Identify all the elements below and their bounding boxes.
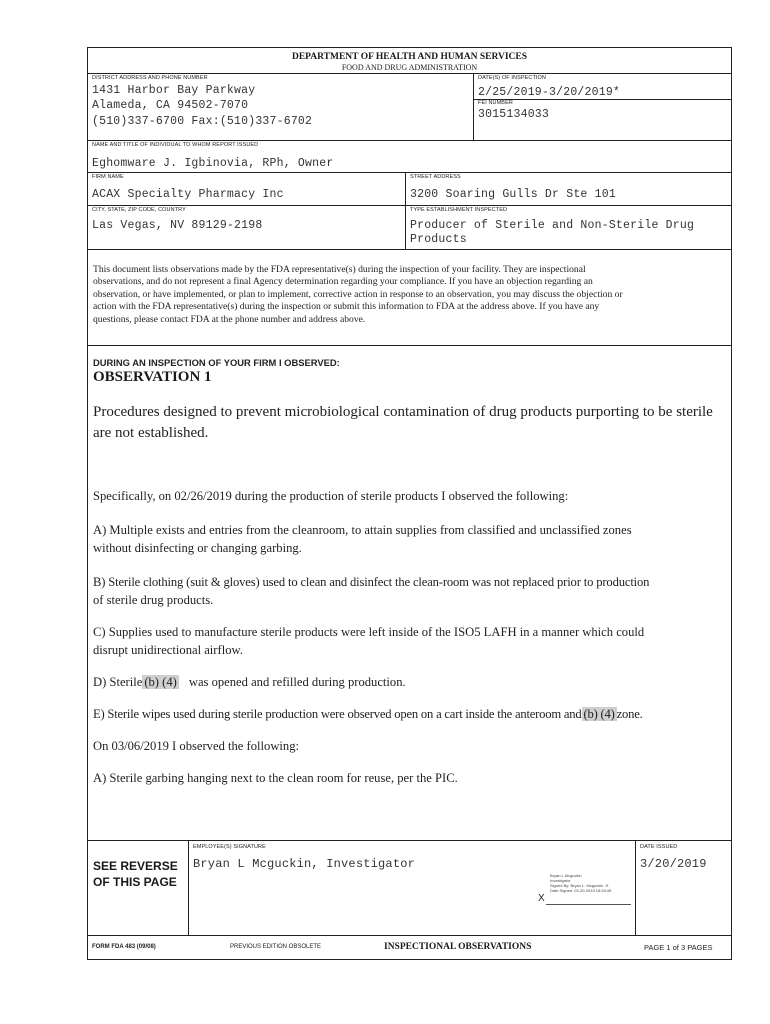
inspection-dates: 2/25/2019-3/20/2019* [478, 86, 621, 99]
disclaimer-line: observation, or have implemented, or plan to implement, corrective action in response to an observation, you may discuss the objection or [93, 288, 623, 300]
document-title: INSPECTIONAL OBSERVATIONS [384, 942, 532, 952]
summary-line: Procedures designed to prevent microbiological contamination of drug products purporting to be sterile [93, 404, 713, 420]
specifically-text: Specifically, on 02/26/2019 during the production of sterile products I observed the following: [93, 489, 569, 503]
disclaimer-line: questions, please contact FDA at the phone number and address above. [93, 313, 366, 325]
signature-date: Date Signed: 03-20-2019 15:53:45 [550, 888, 612, 893]
finding-d-prefix: D) Sterile [93, 675, 143, 689]
agency-heading: FOOD AND DRUG ADMINISTRATION [341, 63, 478, 72]
finding-line: B) Sterile clothing (suit & gloves) used to clean and disinfect the clean-room was not replaced prior to production [93, 575, 650, 589]
fei-number: 3015134033 [478, 108, 550, 121]
street-label: STREET ADDRESS [410, 174, 461, 180]
signature-x-mark: X [538, 893, 545, 904]
previous-edition: PREVIOUS EDITION OBSOLETE [230, 944, 322, 950]
disclaimer [93, 264, 725, 326]
see-reverse [93, 858, 178, 890]
finding-line: disrupt unidirectional airflow. [93, 642, 243, 657]
individual-name: Eghomware J. Igbinovia, RPh, Owner [92, 157, 334, 170]
district-label: DISTRICT ADDRESS AND PHONE NUMBER [92, 75, 208, 81]
fei-label: FEI NUMBER [478, 100, 513, 106]
district-line3: (510)337-6700 Fax:(510)337-6702 [92, 115, 313, 128]
city-label: CITY, STATE, ZIP CODE, COUNTRY [92, 207, 186, 213]
firm-street: 3200 Soaring Gulls Dr Ste 101 [410, 188, 616, 201]
establishment-type-line2: Products [410, 233, 467, 246]
redaction-box: (b) (4) [583, 707, 615, 721]
form-number: FORM FDA 483 (09/08) [92, 944, 156, 950]
employee-name: Bryan L Mcguckin, Investigator [193, 857, 416, 871]
followup-text: On 03/06/2019 I observed the following: [93, 739, 300, 753]
redaction-box: (b) (4) [144, 675, 177, 689]
signature-signed-by: Signed By: Bryan L. Mcguckin -S [550, 883, 609, 888]
firm-city: Las Vegas, NV 89129-2198 [92, 219, 263, 232]
finding-d [93, 674, 406, 692]
department-heading: DEPARTMENT OF HEALTH AND HUMAN SERVICES [291, 52, 528, 62]
finding-line: without disinfecting or changing garbing. [93, 540, 302, 555]
district-line2: Alameda, CA 94502-7070 [92, 99, 249, 112]
finding-e [93, 706, 643, 724]
see-reverse-line: OF THIS PAGE [93, 875, 177, 889]
employee-signature-label: EMPLOYEE(S) SIGNATURE [193, 844, 266, 850]
disclaimer-line: observations, and do not represent a final Agency determination regarding your compliance. If you have an objection regarding an [93, 276, 593, 288]
finding-line: A) Multiple exists and entries from the cleanroom, to attain supplies from classified and unclassified zones [93, 523, 632, 537]
followup-finding-a: A) Sterile garbing hanging next to the clean room for reuse, per the PIC. [93, 771, 458, 785]
firm-name: ACAX Specialty Pharmacy Inc [92, 188, 284, 201]
finding-c [93, 624, 729, 659]
summary-line: are not established. [93, 425, 209, 441]
disclaimer-line: action with the FDA representative(s) during the inspection or submit this information to FDA at the address above. If you have any [93, 301, 600, 313]
digital-signature [550, 873, 611, 893]
signature-line [546, 904, 631, 905]
disclaimer-line: This document lists observations made by the FDA representative(s) during the inspection of your facility. They are inspectional [93, 264, 586, 275]
signature-name: Bryan L Mcguckin [550, 873, 582, 878]
date-issued: 3/20/2019 [640, 857, 707, 871]
finding-e-prefix: E) Sterile wipes used during sterile production were observed open on a cart inside the anteroom and [93, 707, 582, 721]
see-reverse-line: SEE REVERSE [93, 859, 178, 873]
dates-label: DATE(S) OF INSPECTION [478, 75, 547, 81]
finding-a [93, 522, 729, 557]
individual-label: NAME AND TITLE OF INDIVIDUAL TO WHOM REPORT ISSUED [92, 142, 259, 148]
finding-line: C) Supplies used to manufacture sterile products were left inside of the ISO5 LAFH in a manner which could [93, 625, 645, 639]
type-label: TYPE ESTABLISHMENT INSPECTED [410, 207, 508, 213]
signature-role: Investigator [550, 878, 571, 883]
observation-title: OBSERVATION 1 [93, 369, 212, 385]
establishment-type-line1: Producer of Sterile and Non-Sterile Drug [410, 219, 695, 232]
finding-b [93, 574, 729, 609]
finding-d-suffix: was opened and refilled during production. [188, 675, 406, 689]
observation-intro: DURING AN INSPECTION OF YOUR FIRM I OBSERVED: [93, 357, 340, 368]
finding-e-suffix: zone. [616, 707, 643, 721]
date-issued-label: DATE ISSUED [640, 844, 678, 850]
firm-name-label: FIRM NAME [92, 174, 124, 180]
finding-line: of sterile drug products. [93, 592, 214, 607]
page-indicator: PAGE 1 of 3 PAGES [644, 943, 713, 952]
observation-summary [93, 402, 729, 444]
district-line1: 1431 Harbor Bay Parkway [92, 84, 256, 97]
